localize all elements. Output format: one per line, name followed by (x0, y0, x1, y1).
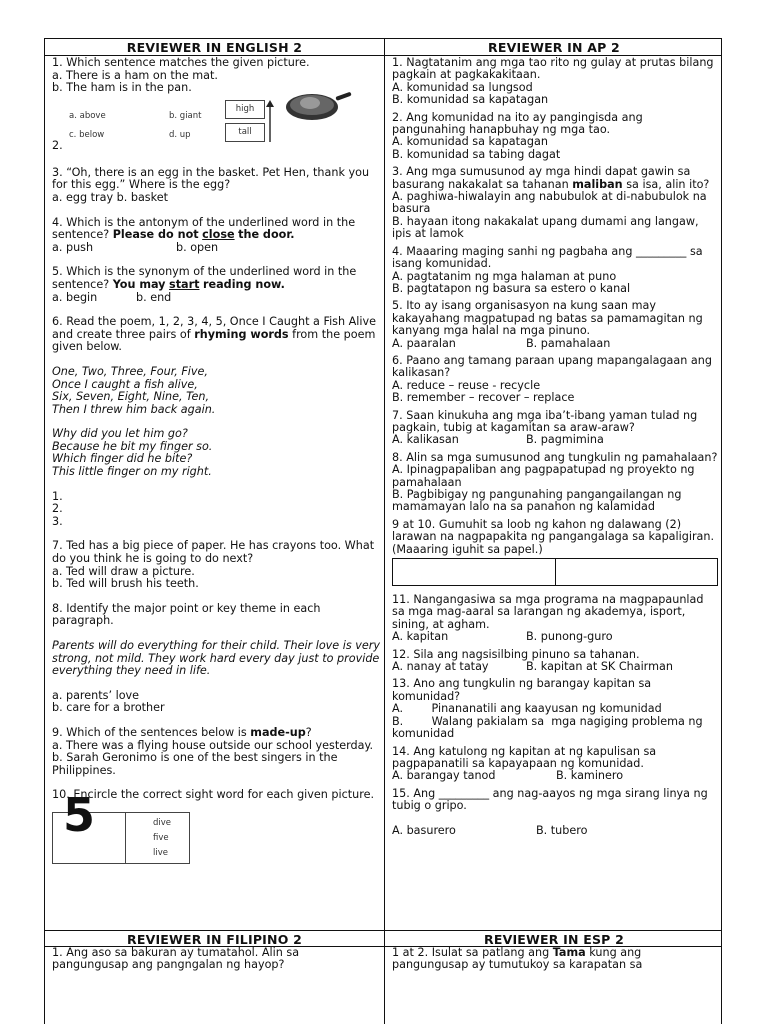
english-q8: 8. Identify the major point or key theme in each paragraph. Parents will do everything for their child. Their love is very strong, not mild. They work hard every day just to provide everything they need in life. a. parents’ love b. care for a brother (52, 601, 380, 715)
ap-q4: 4. Maaaring maging sanhi ng pagbaha ang _________ sa isang komunidad. A. pagtatanim ng mga halaman at puno B. pagtatapon ng basura sa estero o kanal (392, 244, 703, 295)
english-q4: 4. Which is the antonym of the underlined word in the sentence? Please do not close the door. a. push b. open (52, 215, 356, 254)
ap-q14: 14. Ang katulong ng kapitan at ng kapulisan sa pagpapanatili sa kapayapaan ng komunidad. A. barangay tanod B. kaminero (392, 744, 657, 783)
ap-q2: 2. Ang komunidad na ito ay pangingisda ang pangunahing hanapbuhay ng mga tao. A. komunidad sa kapatagan B. komunidad sa tabing dagat (392, 110, 643, 161)
number-five-picture: 5 (63, 787, 96, 842)
sight-word-live[interactable]: live (153, 847, 168, 858)
up-arrow-icon (265, 100, 275, 142)
word-box-high: high (225, 100, 265, 119)
drawing-box[interactable] (392, 558, 718, 586)
ap-q1: 1. Nagtatanim ang mga tao rito ng gulay at prutas bilang pagkain at pagkakakitaan. A. komunidad sa lungsod B. komunidad sa kapatagan (392, 56, 714, 107)
esp-heading: REVIEWER IN ESP 2 (484, 932, 624, 947)
ap-q15: 15. Ang _________ ang nag-aayos ng mga sirang linya ng tubig o gripo. A. basurero B. tubero (392, 786, 708, 837)
worksheet (44, 38, 722, 1024)
ap-column (392, 57, 718, 837)
column-divider (384, 39, 385, 1024)
sight-word-five[interactable]: five (153, 832, 169, 843)
ap-q6: 6. Paano ang tamang paraan upang mapangalagaan ang kalikasan? A. reduce – reuse - recycle B. remember – recover – replace (392, 353, 712, 405)
english-q6: 6. Read the poem, 1, 2, 3, 4, 5, Once I Caught a Fish Alive and create three pairs of rhyming words from the poem given below. One, Two, Three, Four, Five, Once I caught a fish alive, Six, Seven, Eight, Nine, Ten, Then I threw him back again. Why did you let him go? Because he bit my finger so. Which finger did he bite? This little finger on my right. 1. 2. 3. (52, 315, 377, 528)
ap-q12: 12. Sila ang nagsisilbing pinuno sa tahanan. A. nanay at tatay B. kapitan at SK Chairman (392, 647, 673, 674)
ap-q13: 13. Ano ang tungkulin ng barangay kapitan sa komunidad? A. Pinananatili ang kaayusan ng komunidad B. Walang pakialam sa mga nagiging problema ng komunidad (392, 677, 707, 741)
english-q7: 7. Ted has a big piece of paper. He has crayons too. What do you think he is going to do next? a. Ted will draw a picture. b. Ted will brush his teeth. (52, 539, 375, 591)
ap-q9-10: 9 at 10. Gumuhit sa loob ng kahon ng dalawang (2) larawan na nagpapakita ng pangangalaga sa kapaligiran. (Maaaring iguhit sa papel.) (392, 519, 718, 586)
ap-q5: 5. Ito ay isang organisasyon na kung saan may kakayahang magpatupad ng batas sa pamamagitan ng kanyang mga halal na mga pinuno. A. paaralan B. pamahalaan (392, 299, 703, 350)
english-q1: 1. Which sentence matches the given picture. a. There is a ham on the mat. b. The ham is in the pan. (52, 56, 310, 95)
english-q9: 9. Which of the sentences below is made-up? a. There was a flying house outside our school yesterday. b. Sarah Geronimo is one of the best singers in the Philippines. (52, 725, 374, 777)
ap-q8: 8. Alin sa mga sumusunod ang tungkulin ng pamahalaan? A. Ipinagpapaliban ang pagpapatupad ng proyekto ng pamahalaan B. Pagbibigay ng pangunahing pangangailangan ng mamamayan lalo na sa panahon ng kalamidad (392, 450, 718, 514)
english-column (52, 57, 380, 864)
section-rule-top (45, 930, 721, 931)
filipino-heading: REVIEWER IN FILIPINO 2 (127, 932, 302, 947)
english-heading: REVIEWER IN ENGLISH 2 (126, 40, 303, 55)
english-q2: a. above b. giant c. below d. up high tall 2. (52, 95, 380, 155)
word-box-tall: tall (225, 123, 265, 142)
sight-word-dive[interactable]: dive (153, 817, 172, 828)
english-q3: 3. “Oh, there is an egg in the basket. Pet Hen, thank you for this egg.” Where is the egg? a. egg tray b. basket (52, 165, 370, 204)
ap-q11: 11. Nangangasiwa sa mga programa na magpapaunlad sa mga mag-aaral sa larangan ng akademya, isport, sining, at agham. A. kapitan B. punong-guro (392, 593, 704, 644)
frying-pan-icon (282, 89, 354, 125)
english-q10: 10. Encircle the correct sight word for each given picture. 5 dive five live (52, 789, 380, 864)
ap-q7: 7. Saan kinukuha ang mga iba’t-ibang yaman tulad ng pagkain, tubig at kagamitan sa araw-araw? A. kalikasan B. pagmimina (392, 408, 698, 447)
filipino-column: 1. Ang aso sa bakuran ay tumatahol. Alin sa pangungusap ang pangngalan ng hayop? (52, 946, 300, 972)
esp-column: 1 at 2. Isulat sa patlang ang Tama kung ang pangungusap ay tumutukoy sa karapatan sa (392, 946, 643, 972)
sight-word-box (52, 787, 190, 864)
ap-q3: 3. Ang mga sumusunod ay mga hindi dapat gawin sa basurang nakakalat sa tahanan maliban sa isa, alin ito? A. paghiwa-hiwalayin ang nabubulok at di-nabubulok na basura B. hayaan itong nakakalat upang dumami ang langaw, ipis at lamok (392, 165, 710, 241)
english-q5: 5. Which is the synonym of the underlined word in the sentence? You may start reading now. a. begin b. end (52, 265, 357, 304)
ap-heading: REVIEWER IN AP 2 (488, 40, 620, 55)
